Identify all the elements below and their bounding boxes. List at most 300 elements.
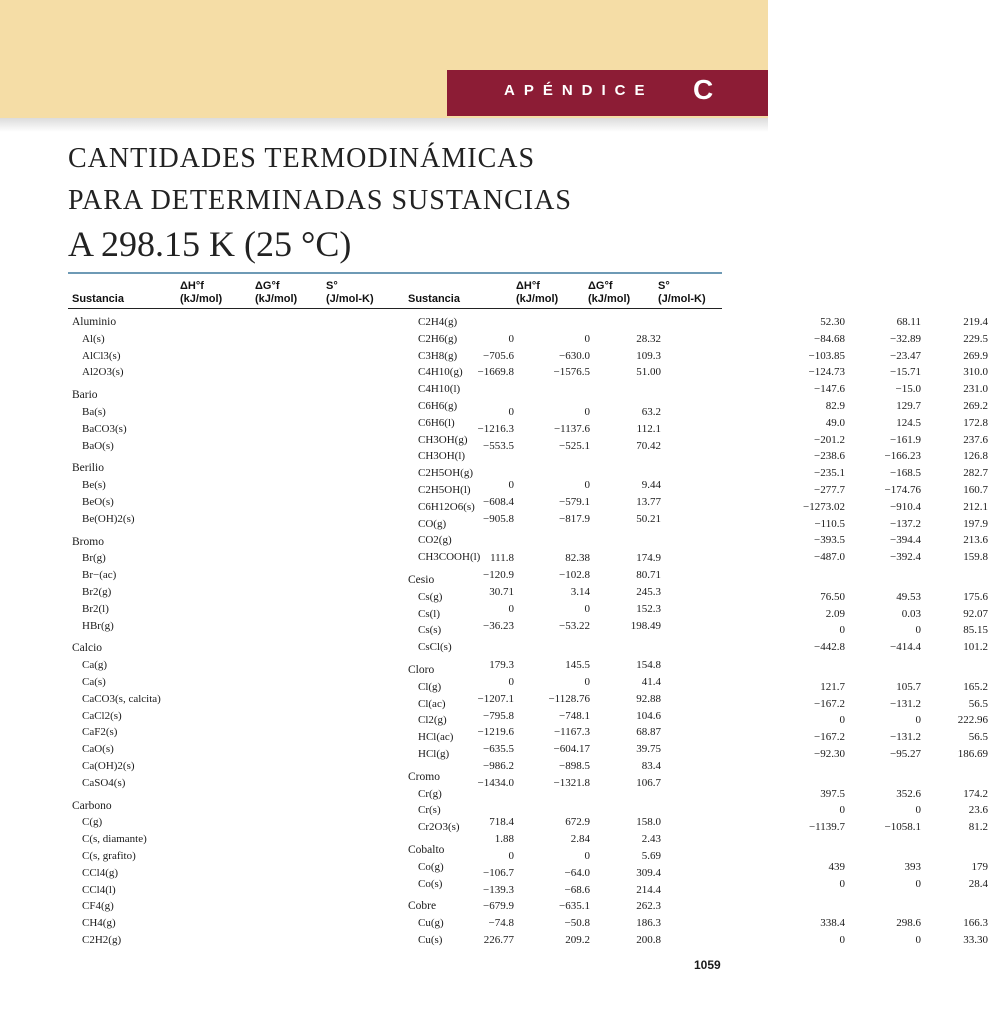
substance-cell: C(s, grafito) [82, 849, 136, 862]
s-value: 269.2 [963, 399, 988, 412]
dg-value: 0 [584, 332, 590, 345]
dg-value: −15.71 [890, 366, 921, 379]
dg-value: −1321.8 [553, 776, 590, 789]
dh-value: −106.7 [483, 866, 514, 879]
s-value: 166.3 [963, 917, 988, 930]
group-heading [72, 460, 362, 477]
table-row [408, 465, 988, 482]
dh-value: 2.09 [825, 607, 845, 620]
table-row [408, 532, 988, 549]
dh-value: −277.7 [814, 483, 845, 496]
s-value: 186.3 [636, 917, 661, 930]
substance-cell: Br2(g) [82, 585, 112, 598]
dg-value: 0 [915, 714, 921, 727]
dh-value: −235.1 [814, 467, 845, 480]
header-shadow [0, 118, 768, 132]
substance-cell: Cr2O3(s) [418, 821, 460, 834]
dg-value: −898.5 [559, 759, 590, 772]
table-row [408, 859, 988, 876]
dg-value: −910.4 [890, 500, 921, 513]
dh-value: −1273.02 [803, 500, 845, 513]
dh-value: 397.5 [820, 787, 845, 800]
page-title-line-1: CANTIDADES TERMODINÁMICAS [68, 143, 536, 174]
table-row [408, 932, 988, 949]
header-s-right: S° (J/mol-K) [658, 280, 706, 305]
element-group-name: Carbono [72, 799, 112, 812]
substance-cell: Co(s) [418, 877, 443, 890]
dg-value: 124.5 [896, 416, 921, 429]
s-value: 219.4 [963, 316, 988, 328]
dg-value: 0.03 [901, 607, 921, 620]
substance-cell: AlCl3(s) [82, 349, 121, 362]
page-number: 1059 [694, 958, 721, 972]
substance-cell: Co(g) [418, 860, 444, 873]
table-column-right [408, 314, 988, 949]
s-value: 186.69 [957, 747, 988, 760]
s-value: 231.0 [963, 383, 988, 396]
s-value: 51.00 [636, 366, 661, 379]
substance-cell: C2H5OH(g) [418, 467, 473, 480]
dg-value: 129.7 [896, 399, 921, 412]
dh-value: −442.8 [814, 641, 845, 654]
dh-value: −167.2 [814, 731, 845, 744]
table-row [408, 819, 988, 836]
table-row [408, 398, 988, 415]
table-top-rule [68, 272, 722, 274]
substance-cell: Br−(ac) [82, 569, 117, 582]
element-group-name: Bario [72, 389, 98, 402]
header-substance-left: Sustancia [72, 293, 124, 305]
s-value: 41.4 [641, 675, 661, 688]
dg-value: −1058.1 [884, 821, 921, 834]
dh-value: 179.3 [489, 659, 514, 672]
substance-cell: Cl(g) [418, 680, 442, 693]
dh-value: 338.4 [820, 917, 845, 930]
dh-value: −36.23 [483, 619, 514, 632]
dg-value: 2.84 [570, 833, 590, 846]
group-heading [72, 314, 362, 331]
dh-value: 0 [839, 877, 845, 890]
table-row [408, 696, 988, 713]
s-value: 158.0 [636, 816, 661, 829]
s-value: 237.6 [963, 433, 988, 446]
dg-value: −394.4 [890, 534, 921, 547]
element-group-name: Calcio [72, 642, 103, 655]
substance-cell: Cs(s) [418, 624, 442, 637]
page-title-line-2: PARA DETERMINADAS SUSTANCIAS [68, 185, 572, 216]
dg-value: 0 [584, 849, 590, 862]
substance-cell: Al2O3(s) [82, 366, 124, 379]
s-value: 83.4 [641, 759, 661, 772]
group-heading [72, 387, 362, 404]
dg-value: −32.89 [890, 332, 921, 345]
header-dg-left: ΔG°f (kJ/mol) [255, 280, 298, 305]
s-value: 70.42 [636, 439, 661, 452]
s-value: 63.2 [641, 405, 661, 418]
s-value: 198.49 [630, 619, 661, 632]
substance-cell: CaO(s) [82, 743, 114, 756]
dg-value: −630.0 [559, 349, 590, 362]
group-heading [408, 898, 698, 915]
table-row [408, 622, 988, 639]
s-value: 81.2 [968, 821, 988, 834]
dh-value: 52.30 [820, 316, 845, 328]
dg-value: 0 [584, 675, 590, 688]
substance-cell: C2H2(g) [82, 933, 122, 946]
appendix-word: APÉNDICE [504, 82, 654, 99]
dh-value: 76.50 [820, 590, 845, 603]
s-value: 28.4 [968, 877, 988, 890]
substance-cell: CaF2(s) [82, 726, 118, 739]
dh-value: −705.6 [483, 349, 514, 362]
s-value: 9.44 [641, 479, 661, 492]
substance-cell: C4H10(g) [418, 366, 463, 379]
dg-value: −579.1 [559, 495, 590, 508]
substance-cell: Cs(g) [418, 590, 443, 603]
dh-value: 0 [839, 714, 845, 727]
dg-value: −1576.5 [553, 366, 590, 379]
substance-cell: C2H4(g) [418, 316, 458, 328]
dg-value: −137.2 [890, 517, 921, 530]
s-value: 160.7 [963, 483, 988, 496]
dg-value: −392.4 [890, 551, 921, 564]
substance-cell: C6H6(l) [418, 416, 455, 429]
dh-value: 0 [508, 479, 514, 492]
dh-value: 0 [508, 849, 514, 862]
s-value: 104.6 [636, 709, 661, 722]
substance-cell: BaO(s) [82, 439, 114, 452]
dg-value: −174.76 [884, 483, 921, 496]
header-dh-right: ΔH°f (kJ/mol) [516, 280, 559, 305]
dh-value: 718.4 [489, 816, 514, 829]
dg-value: −131.2 [890, 731, 921, 744]
table-row [72, 831, 661, 848]
dh-value: 49.0 [825, 416, 845, 429]
table-row [408, 516, 988, 533]
dh-value: 121.7 [820, 680, 845, 693]
table-row [408, 729, 988, 746]
substance-cell: CH4(g) [82, 917, 116, 930]
substance-cell: CCl4(g) [82, 866, 119, 879]
table-row [72, 758, 661, 775]
dh-value: −553.5 [483, 439, 514, 452]
substance-cell: Cl2(g) [418, 714, 447, 727]
dg-value: −1167.3 [553, 726, 590, 739]
substance-cell: Cr(g) [418, 787, 442, 800]
dh-value: 439 [828, 860, 845, 873]
dh-value: −124.73 [808, 366, 845, 379]
dg-value: −64.0 [564, 866, 590, 879]
dg-value: 0 [915, 624, 921, 637]
table-row [408, 499, 988, 516]
dh-value: −74.8 [488, 917, 514, 930]
s-value: 106.7 [636, 776, 661, 789]
substance-cell: Be(OH)2(s) [82, 512, 135, 525]
element-group-name: Bromo [72, 535, 104, 548]
dh-value: 30.71 [489, 585, 514, 598]
dh-value: 0 [508, 332, 514, 345]
s-value: 39.75 [636, 743, 661, 756]
substance-cell: Ca(OH)2(s) [82, 759, 135, 772]
header-dg-right: ΔG°f (kJ/mol) [588, 280, 631, 305]
dh-value: −393.5 [814, 534, 845, 547]
substance-cell: HCl(g) [418, 747, 450, 760]
substance-cell: C3H8(g) [418, 349, 458, 362]
dh-value: −487.0 [814, 551, 845, 564]
s-value: 68.87 [636, 726, 661, 739]
substance-cell: CaCl2(s) [82, 709, 122, 722]
group-heading [408, 662, 698, 679]
substance-cell: HCl(ac) [418, 731, 454, 744]
substance-cell: Cu(g) [418, 917, 444, 930]
dh-value: −1219.6 [477, 726, 514, 739]
s-value: 222.96 [957, 714, 988, 727]
element-group-name: Berilio [72, 462, 104, 475]
dg-value: 0 [915, 877, 921, 890]
appendix-letter: C [693, 74, 714, 105]
table-row [408, 639, 988, 656]
table-row [408, 482, 988, 499]
s-value: 159.8 [963, 551, 988, 564]
s-value: 13.77 [636, 495, 661, 508]
dg-value: −15.0 [895, 383, 921, 396]
s-value: 179 [971, 860, 988, 873]
s-value: 214.4 [636, 883, 661, 896]
dg-value: 0 [915, 804, 921, 817]
dh-value: −1216.3 [477, 422, 514, 435]
element-group-name: Cromo [408, 770, 440, 783]
substance-cell: Al(s) [82, 332, 105, 345]
substance-cell: CO2(g) [418, 534, 452, 547]
table-row [408, 549, 988, 566]
s-value: 85.15 [963, 624, 988, 637]
dg-value: −525.1 [559, 439, 590, 452]
s-value: 92.88 [636, 692, 661, 705]
s-value: 245.3 [636, 585, 661, 598]
dh-value: −1434.0 [477, 776, 514, 789]
s-value: 282.7 [963, 467, 988, 480]
dh-value: −120.9 [483, 569, 514, 582]
substance-cell: C(s, diamante) [82, 833, 147, 846]
s-value: 212.1 [963, 500, 988, 513]
group-heading [408, 842, 698, 859]
table-row [408, 712, 988, 729]
table-row [408, 802, 988, 819]
s-value: 213.6 [963, 534, 988, 547]
dg-value: −68.6 [564, 883, 590, 896]
s-value: 269.9 [963, 349, 988, 362]
dh-value: −201.2 [814, 433, 845, 446]
group-heading [72, 798, 362, 815]
element-group-name: Cloro [408, 663, 435, 676]
substance-cell: Cl(ac) [418, 697, 446, 710]
substance-cell: Br(g) [82, 552, 106, 565]
dh-value: −92.30 [814, 747, 845, 760]
s-value: 23.6 [968, 804, 988, 817]
dh-value: −1139.7 [808, 821, 845, 834]
header-s-left: S° (J/mol-K) [326, 280, 374, 305]
s-value: 109.3 [636, 349, 661, 362]
table-row [408, 364, 988, 381]
dg-value: 49.53 [896, 590, 921, 603]
dg-value: 3.14 [570, 585, 590, 598]
dh-value: −1669.8 [477, 366, 514, 379]
substance-cell: C6H12O6(s) [418, 500, 475, 513]
dg-value: 0 [584, 405, 590, 418]
dh-value: −103.85 [808, 349, 845, 362]
dg-value: −604.17 [553, 743, 590, 756]
s-value: 56.5 [968, 697, 988, 710]
substance-cell: CF4(g) [82, 900, 114, 913]
s-value: 33.30 [963, 933, 988, 946]
s-value: 197.9 [963, 517, 988, 530]
s-value: 126.8 [963, 450, 988, 463]
s-value: 229.5 [963, 332, 988, 345]
dh-value: −1207.1 [477, 692, 514, 705]
substance-cell: Ca(g) [82, 659, 108, 672]
dg-value: −168.5 [890, 467, 921, 480]
dg-value: −748.1 [559, 709, 590, 722]
s-value: 101.2 [963, 641, 988, 654]
dg-value: 209.2 [565, 933, 590, 946]
dg-value: 0 [584, 479, 590, 492]
dh-value: −679.9 [483, 900, 514, 913]
dh-value: 0 [839, 933, 845, 946]
substance-cell: CO(g) [418, 517, 447, 530]
s-value: 56.5 [968, 731, 988, 744]
s-value: 92.07 [963, 607, 988, 620]
dh-value: −167.2 [814, 697, 845, 710]
dg-value: −161.9 [890, 433, 921, 446]
substance-cell: CsCl(s) [418, 641, 452, 654]
dg-value: 68.11 [896, 316, 921, 328]
table-header-rule [68, 308, 722, 309]
table-row [408, 915, 988, 932]
substance-cell: CaSO4(s) [82, 776, 126, 789]
s-value: 310.0 [963, 366, 988, 379]
substance-cell: Be(s) [82, 479, 106, 492]
dh-value: −84.68 [814, 332, 845, 345]
dg-value: 0 [584, 602, 590, 615]
s-value: 175.6 [963, 590, 988, 603]
substance-cell: BeO(s) [82, 495, 114, 508]
element-group-name: Cobre [408, 900, 437, 913]
substance-cell: C4H10(l) [418, 383, 461, 396]
substance-cell: Cu(s) [418, 933, 443, 946]
dg-value: −131.2 [890, 697, 921, 710]
dh-value: −635.5 [483, 743, 514, 756]
substance-cell: Cs(l) [418, 607, 440, 620]
group-heading [408, 572, 698, 589]
s-value: 262.3 [636, 900, 661, 913]
substance-cell: Ca(s) [82, 675, 106, 688]
s-value: 80.71 [636, 569, 661, 582]
s-value: 2.43 [641, 833, 661, 846]
s-value: 154.8 [636, 659, 661, 672]
dh-value: −905.8 [483, 512, 514, 525]
s-value: 174.2 [963, 787, 988, 800]
dg-value: −50.8 [564, 917, 590, 930]
dh-value: 82.9 [825, 399, 845, 412]
element-group-name: Cesio [408, 573, 435, 586]
table-row [408, 432, 988, 449]
dg-value: −23.47 [890, 349, 921, 362]
dg-value: −635.1 [559, 900, 590, 913]
substance-cell: Br2(l) [82, 602, 109, 615]
dh-value: 0 [508, 675, 514, 688]
s-value: 309.4 [636, 866, 661, 879]
substance-cell: CH3COOH(l) [418, 551, 481, 564]
dh-value: 0 [839, 804, 845, 817]
dg-value: −102.8 [559, 569, 590, 582]
substance-cell: HBr(g) [82, 619, 114, 632]
header-substance-right: Sustancia [408, 293, 460, 305]
table-row [408, 746, 988, 763]
dg-value: 82.38 [565, 552, 590, 565]
dg-value: −1128.76 [548, 692, 590, 705]
dg-value: 0 [915, 933, 921, 946]
dg-value: 145.5 [565, 659, 590, 672]
table-row [408, 415, 988, 432]
table-row [408, 448, 988, 465]
group-heading [72, 640, 362, 657]
dg-value: −414.4 [890, 641, 921, 654]
page-title-line-3: A 298.15 K (25 °C) [68, 224, 352, 264]
dh-value: 226.77 [483, 933, 514, 946]
s-value: 172.8 [963, 416, 988, 429]
substance-cell: CH3OH(l) [418, 450, 466, 463]
substance-cell: Ba(s) [82, 405, 106, 418]
dg-value: 105.7 [896, 680, 921, 693]
substance-cell: BaCO3(s) [82, 422, 127, 435]
dh-value: 0 [839, 624, 845, 637]
dh-value: 111.8 [490, 552, 514, 565]
s-value: 5.69 [641, 849, 661, 862]
dh-value: −147.6 [814, 383, 845, 396]
dh-value: −986.2 [483, 759, 514, 772]
dh-value: −238.6 [814, 450, 845, 463]
dg-value: 352.6 [896, 787, 921, 800]
s-value: 165.2 [963, 680, 988, 693]
substance-cell: Cr(s) [418, 804, 441, 817]
dg-value: 393 [904, 860, 921, 873]
table-row [408, 876, 988, 893]
substance-cell: C6H6(g) [418, 399, 458, 412]
dg-value: −95.27 [890, 747, 921, 760]
substance-cell: CaCO3(s, calcita) [82, 692, 161, 705]
dg-value: 672.9 [565, 816, 590, 829]
dh-value: −139.3 [483, 883, 514, 896]
dg-value: −166.23 [884, 450, 921, 463]
group-heading [72, 534, 362, 551]
table-row [408, 331, 988, 348]
dh-value: −795.8 [483, 709, 514, 722]
table-row [408, 381, 988, 398]
s-value: 152.3 [636, 602, 661, 615]
table-row [408, 679, 988, 696]
table-row [408, 314, 988, 331]
dh-value: −110.5 [814, 517, 845, 530]
table-row [408, 348, 988, 365]
s-value: 174.9 [636, 552, 661, 565]
s-value: 28.32 [636, 332, 661, 345]
substance-cell: CCl4(l) [82, 883, 116, 896]
table-row [408, 786, 988, 803]
dg-value: −1137.6 [553, 422, 590, 435]
substance-cell: CH3OH(g) [418, 433, 468, 446]
dg-value: −817.9 [559, 512, 590, 525]
substance-cell: C2H5OH(l) [418, 483, 471, 496]
